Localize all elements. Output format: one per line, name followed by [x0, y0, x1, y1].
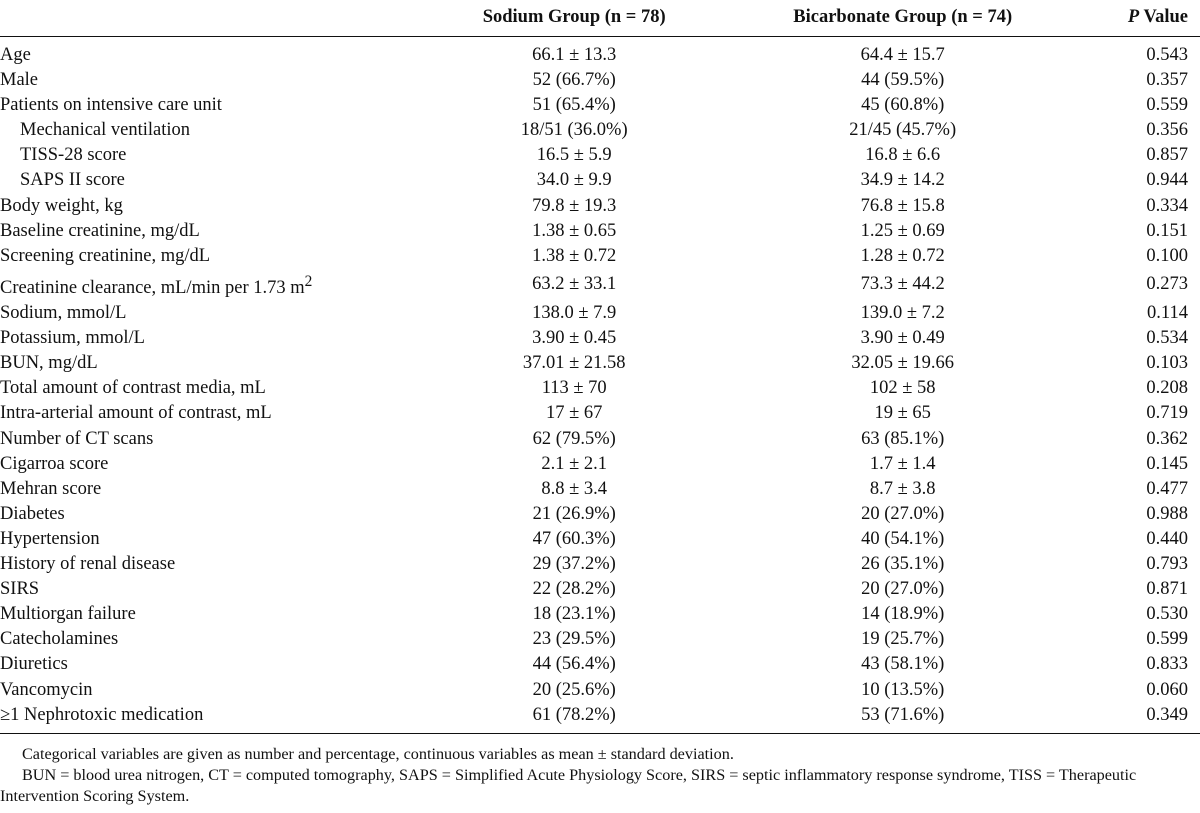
row-label: SIRS: [0, 579, 40, 600]
table-row: [0, 502, 1200, 527]
row-p-value: 0.530: [1146, 604, 1188, 625]
row-label: Vancomycin: [0, 679, 93, 700]
row-bicarbonate-value: 102 ± 58: [869, 378, 936, 399]
row-label: TISS-28 score: [20, 145, 127, 166]
table-row: [0, 427, 1200, 452]
table-row: [0, 219, 1200, 244]
table-row: [0, 452, 1200, 477]
table-row: [0, 678, 1200, 703]
row-p-value: 0.334: [1146, 195, 1188, 216]
row-bicarbonate-value: 26 (35.1%): [861, 554, 945, 575]
row-sodium-value: 34.0 ± 9.9: [536, 170, 612, 191]
row-label: BUN, mg/dL: [0, 353, 98, 374]
row-bicarbonate-value: 20 (27.0%): [861, 503, 945, 524]
row-p-value: 0.362: [1146, 428, 1188, 449]
table-row: [0, 477, 1200, 502]
row-p-value: 0.208: [1146, 378, 1188, 399]
row-label: Hypertension: [0, 528, 100, 549]
row-label: Diuretics: [0, 654, 68, 675]
row-label: Male: [0, 70, 39, 91]
row-sodium-value: 21 (26.9%): [532, 503, 616, 524]
table-row: [0, 118, 1200, 143]
row-bicarbonate-value: 32.05 ± 19.66: [851, 353, 955, 374]
row-sodium-value: 37.01 ± 21.58: [522, 353, 626, 374]
table-row: [0, 401, 1200, 426]
row-sodium-value: 16.5 ± 5.9: [536, 145, 612, 166]
header-p-rest: Value: [1139, 7, 1188, 28]
row-bicarbonate-value: 8.7 ± 3.8: [869, 478, 936, 499]
row-label: Total amount of contrast media, mL: [0, 378, 266, 399]
row-bicarbonate-value: 1.28 ± 0.72: [860, 245, 945, 266]
row-bicarbonate-value: 16.8 ± 6.6: [865, 145, 941, 166]
row-p-value: 0.145: [1146, 453, 1188, 474]
table-row: [0, 244, 1200, 269]
row-sodium-value: 20 (25.6%): [532, 679, 616, 700]
row-p-value: 0.534: [1146, 328, 1188, 349]
row-bicarbonate-value: 20 (27.0%): [861, 579, 945, 600]
table-row: [0, 326, 1200, 351]
row-p-value: 0.100: [1146, 245, 1188, 266]
row-sodium-value: 113 ± 70: [541, 378, 607, 399]
row-p-value: 0.356: [1146, 120, 1188, 141]
row-bicarbonate-value: 43 (58.1%): [861, 654, 945, 675]
row-sodium-value: 18/51 (36.0%): [520, 120, 628, 141]
row-p-value: 0.114: [1147, 303, 1188, 324]
row-bicarbonate-value: 19 ± 65: [874, 403, 931, 424]
table-row: [0, 577, 1200, 602]
row-label: Body weight, kg: [0, 195, 123, 216]
row-label: ≥1 Nephrotoxic medication: [0, 704, 204, 725]
footnote-abbreviations: BUN = blood urea nitrogen, CT = computed tomography, SAPS = Simplified Acute Physiology Score, SIRS = septic inflammatory response syndrome, TISS = Therapeutic Intervention Scoring System.: [0, 766, 1137, 805]
row-p-value: 0.871: [1146, 579, 1188, 600]
row-sodium-value: 8.8 ± 3.4: [541, 478, 608, 499]
row-p-value: 0.543: [1146, 45, 1188, 65]
row-p-value: 0.273: [1146, 274, 1188, 295]
table-row: [0, 37, 1200, 69]
row-label-superscript: 2: [304, 272, 313, 290]
row-p-value: 0.719: [1146, 403, 1188, 424]
row-p-value: 0.988: [1146, 503, 1188, 524]
row-p-value: 0.151: [1146, 220, 1188, 241]
row-sodium-value: 17 ± 67: [545, 403, 603, 424]
row-sodium-value: 23 (29.5%): [532, 629, 616, 650]
row-label: Screening creatinine, mg/dL: [0, 245, 211, 266]
table-row: [0, 652, 1200, 677]
row-label: Mechanical ventilation: [20, 120, 191, 141]
table-row: [0, 301, 1200, 326]
header-label-cell: [0, 0, 415, 37]
row-label: Multiorgan failure: [0, 604, 136, 625]
table-row: [0, 351, 1200, 376]
row-label: Intra-arterial amount of contrast, mL: [0, 403, 272, 424]
table-row: [0, 93, 1200, 118]
row-bicarbonate-value: 40 (54.1%): [861, 528, 945, 549]
row-bicarbonate-value: 21/45 (45.7%): [849, 120, 957, 141]
row-label: Patients on intensive care unit: [0, 95, 222, 116]
row-bicarbonate-value: 44 (59.5%): [861, 70, 945, 91]
row-p-value: 0.599: [1146, 629, 1188, 650]
row-p-value: 0.477: [1146, 478, 1188, 499]
row-bicarbonate-value: 1.7 ± 1.4: [869, 453, 936, 474]
table-row: [0, 627, 1200, 652]
row-p-value: 0.793: [1146, 554, 1188, 575]
row-bicarbonate-value: 63 (85.1%): [861, 428, 945, 449]
row-sodium-value: 52 (66.7%): [532, 70, 616, 91]
row-sodium-value: 1.38 ± 0.65: [532, 220, 617, 241]
row-label-text: Creatinine clearance, mL/min per 1.73 m: [0, 278, 305, 298]
row-label: Cigarroa score: [0, 453, 109, 474]
row-label: SAPS II score: [20, 170, 125, 191]
table-row: [0, 376, 1200, 401]
table-row: [0, 168, 1200, 193]
row-bicarbonate-value: 34.9 ± 14.2: [860, 170, 945, 191]
row-bicarbonate-value: 14 (18.9%): [861, 604, 945, 625]
row-sodium-value: 51 (65.4%): [532, 95, 616, 116]
table-row: [0, 269, 1200, 301]
header-sodium-group: Sodium Group (n = 78): [415, 0, 734, 37]
row-sodium-value: 1.38 ± 0.72: [532, 245, 617, 266]
row-sodium-value: 2.1 ± 2.1: [541, 453, 608, 474]
header-bicarbonate-group: Bicarbonate Group (n = 74): [734, 0, 1072, 37]
row-bicarbonate-value: 10 (13.5%): [861, 679, 945, 700]
table-bottom-rule: [0, 733, 1200, 734]
row-label: Catecholamines: [0, 629, 119, 650]
table-row: [0, 552, 1200, 577]
table-row: [0, 703, 1200, 728]
row-bicarbonate-value: 64.4 ± 15.7: [860, 45, 945, 65]
row-sodium-value: 63.2 ± 33.1: [532, 274, 617, 295]
header-p-italic: P: [1127, 7, 1140, 28]
row-label: Number of CT scans: [0, 428, 154, 449]
row-p-value: 0.103: [1146, 353, 1188, 374]
table-row: [0, 194, 1200, 219]
row-sodium-value: 62 (79.5%): [532, 428, 616, 449]
row-sodium-value: 3.90 ± 0.45: [532, 328, 617, 349]
row-sodium-value: 22 (28.2%): [532, 579, 616, 600]
row-sodium-value: 29 (37.2%): [532, 554, 616, 575]
row-p-value: 0.060: [1146, 679, 1188, 700]
row-bicarbonate-value: 3.90 ± 0.49: [860, 328, 945, 349]
row-bicarbonate-value: 76.8 ± 15.8: [860, 195, 945, 216]
row-sodium-value: 138.0 ± 7.9: [532, 303, 617, 324]
row-bicarbonate-value: 1.25 ± 0.69: [860, 220, 945, 241]
row-bicarbonate-value: 19 (25.7%): [861, 629, 945, 650]
row-p-value: 0.559: [1146, 95, 1188, 116]
table-header-row: [0, 0, 1200, 37]
row-sodium-value: 61 (78.2%): [532, 704, 616, 725]
row-p-value: 0.357: [1146, 70, 1188, 91]
footnote-variables: Categorical variables are given as number and percentage, continuous variables as mean ± standard deviation.: [22, 745, 734, 763]
row-label: Diabetes: [0, 503, 65, 524]
row-sodium-value: 66.1 ± 13.3: [532, 45, 617, 65]
table-row: [0, 527, 1200, 552]
table-row: [0, 143, 1200, 168]
row-p-value: 0.349: [1146, 704, 1188, 725]
table-row: [0, 602, 1200, 627]
row-label-with-superscript: [0, 269, 415, 301]
row-sodium-value: 18 (23.1%): [532, 604, 616, 625]
row-p-value: 0.440: [1146, 528, 1188, 549]
row-label: History of renal disease: [0, 554, 176, 575]
row-label: Sodium, mmol/L: [0, 303, 127, 324]
row-label: Mehran score: [0, 478, 102, 499]
row-sodium-value: 79.8 ± 19.3: [532, 195, 617, 216]
row-sodium-value: 44 (56.4%): [532, 654, 616, 675]
row-bicarbonate-value: 45 (60.8%): [861, 95, 945, 116]
table-footnotes: [0, 744, 1200, 807]
row-p-value: 0.833: [1146, 654, 1188, 675]
row-label: Potassium, mmol/L: [0, 328, 145, 349]
row-bicarbonate-value: 73.3 ± 44.2: [860, 274, 945, 295]
row-p-value: 0.857: [1146, 145, 1188, 166]
row-sodium-value: 47 (60.3%): [532, 528, 616, 549]
row-bicarbonate-value: 53 (71.6%): [861, 704, 945, 725]
row-p-value: 0.944: [1146, 170, 1188, 191]
row-bicarbonate-value: 139.0 ± 7.2: [860, 303, 945, 324]
header-p-value: [1072, 0, 1200, 37]
row-label: Baseline creatinine, mg/dL: [0, 220, 200, 241]
row-label: Age: [0, 45, 31, 65]
table-row: [0, 68, 1200, 93]
